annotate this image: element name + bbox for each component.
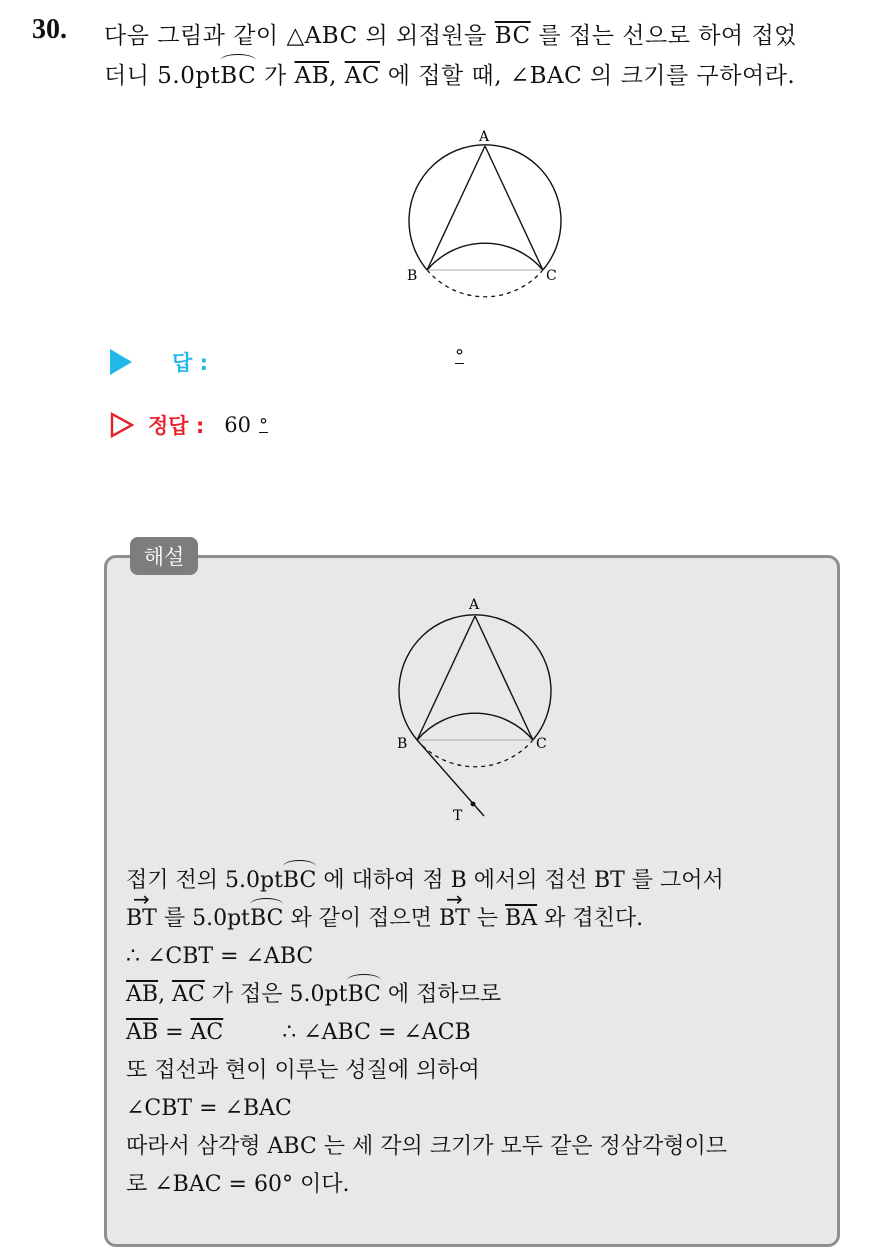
- question-text: [104, 16, 874, 96]
- q-line1-b: 를 접는 선으로 하여 접었: [538, 23, 797, 49]
- answer-label: 답 :: [172, 351, 208, 375]
- solution-line-2: [126, 900, 826, 938]
- q-line2-a: 더니 5.0pt: [104, 63, 221, 89]
- sol-l2-a: 를 5.0pt: [163, 906, 251, 931]
- fig2-label-a: A: [469, 597, 480, 613]
- fig1-label-a: A: [479, 129, 490, 145]
- q-arc-bc: BC: [220, 56, 256, 96]
- sol-l5-segment-ab: $\overline{AB}$: [126, 1020, 159, 1045]
- sol-l2-vector-bt: → BT: [126, 900, 157, 938]
- fig1-label-c: C: [546, 268, 557, 284]
- answer-blank-unit: °: [455, 346, 464, 367]
- q-segment-bc: $\overline{BC}$: [494, 23, 531, 49]
- sol-l5-b: ∴ ∠ABC = ∠ACB: [282, 1020, 471, 1045]
- sol-l4-a: 가 접은 5.0pt: [211, 982, 348, 1007]
- fig2-label-c: C: [536, 736, 547, 752]
- play-icon: [110, 349, 132, 375]
- sol-l2-segment-ba: $\overline{BA}$: [505, 906, 538, 931]
- q-line1-a: 다음 그림과 같이 △ABC 의 외접원을: [104, 23, 487, 49]
- fig2-label-t: T: [453, 808, 463, 824]
- sol-l5-eq: =: [165, 1020, 184, 1045]
- sol-l2-b: 와 같이 접으면: [290, 906, 432, 931]
- sol-l4-segment-ab: $\overline{AB}$: [126, 982, 159, 1007]
- sol-l2-vector-bt-2: → BT: [439, 900, 470, 938]
- sol-l1-arc: BC: [283, 862, 316, 900]
- q-line2-b: 가: [264, 63, 287, 89]
- sol-l4-segment-ac: $\overline{AC}$: [172, 982, 205, 1007]
- solution-line-6: 또 접선과 현이 이루는 성질에 의하여: [126, 1058, 480, 1083]
- solution-line-9: 로 ∠BAC = 60° 이다.: [126, 1172, 350, 1197]
- correct-answer-row: [110, 410, 268, 440]
- sol-l2-d: 와 겹친다.: [544, 906, 644, 931]
- question-number: 30.: [32, 14, 67, 45]
- solution-line-4: [126, 976, 826, 1014]
- sol-l4-b: 에 접하므로: [387, 982, 502, 1007]
- solution-line-8: 따라서 삼각형 ABC 는 세 각의 크기가 모두 같은 정삼각형이므: [126, 1134, 728, 1159]
- solution-text: [126, 862, 826, 1204]
- fig2-label-b: B: [397, 736, 408, 752]
- solution-tag: 해설: [130, 537, 198, 575]
- q-segment-ab: $\overline{AB}$: [294, 63, 330, 89]
- solution-line-5: [126, 1014, 826, 1052]
- question-figure: [395, 124, 575, 312]
- correct-answer-label: 정답 :: [148, 414, 205, 438]
- q-line2-c: 에 접할 때, ∠BAC 의 크기를 구하여라.: [387, 63, 796, 89]
- fig1-label-b: B: [407, 268, 418, 284]
- sol-l2-arc: BC: [250, 900, 283, 938]
- q-segment-ac: $\overline{AC}$: [344, 63, 380, 89]
- q-comma: ,: [329, 63, 337, 89]
- solution-line-3: ∴ ∠CBT = ∠ABC: [126, 944, 314, 969]
- solution-line-7: ∠CBT = ∠BAC: [126, 1096, 292, 1121]
- sol-l4-arc: BC: [347, 976, 380, 1014]
- sol-l1-a: 접기 전의 5.0pt: [126, 868, 283, 893]
- solution-line-1: [126, 862, 826, 900]
- sol-l4-comma: ,: [158, 982, 166, 1007]
- correct-answer-unit: °: [259, 414, 269, 436]
- play-outline-icon: [110, 412, 134, 438]
- solution-figure: [385, 592, 565, 828]
- correct-answer-value: 60: [224, 413, 252, 437]
- sol-l1-b: 에 대하여 점 B 에서의 접선 BT 를 그어서: [323, 868, 724, 893]
- sol-l2-c: 는: [476, 906, 499, 931]
- answer-row: [110, 347, 208, 377]
- sol-l5-segment-ac: $\overline{AC}$: [190, 1020, 224, 1045]
